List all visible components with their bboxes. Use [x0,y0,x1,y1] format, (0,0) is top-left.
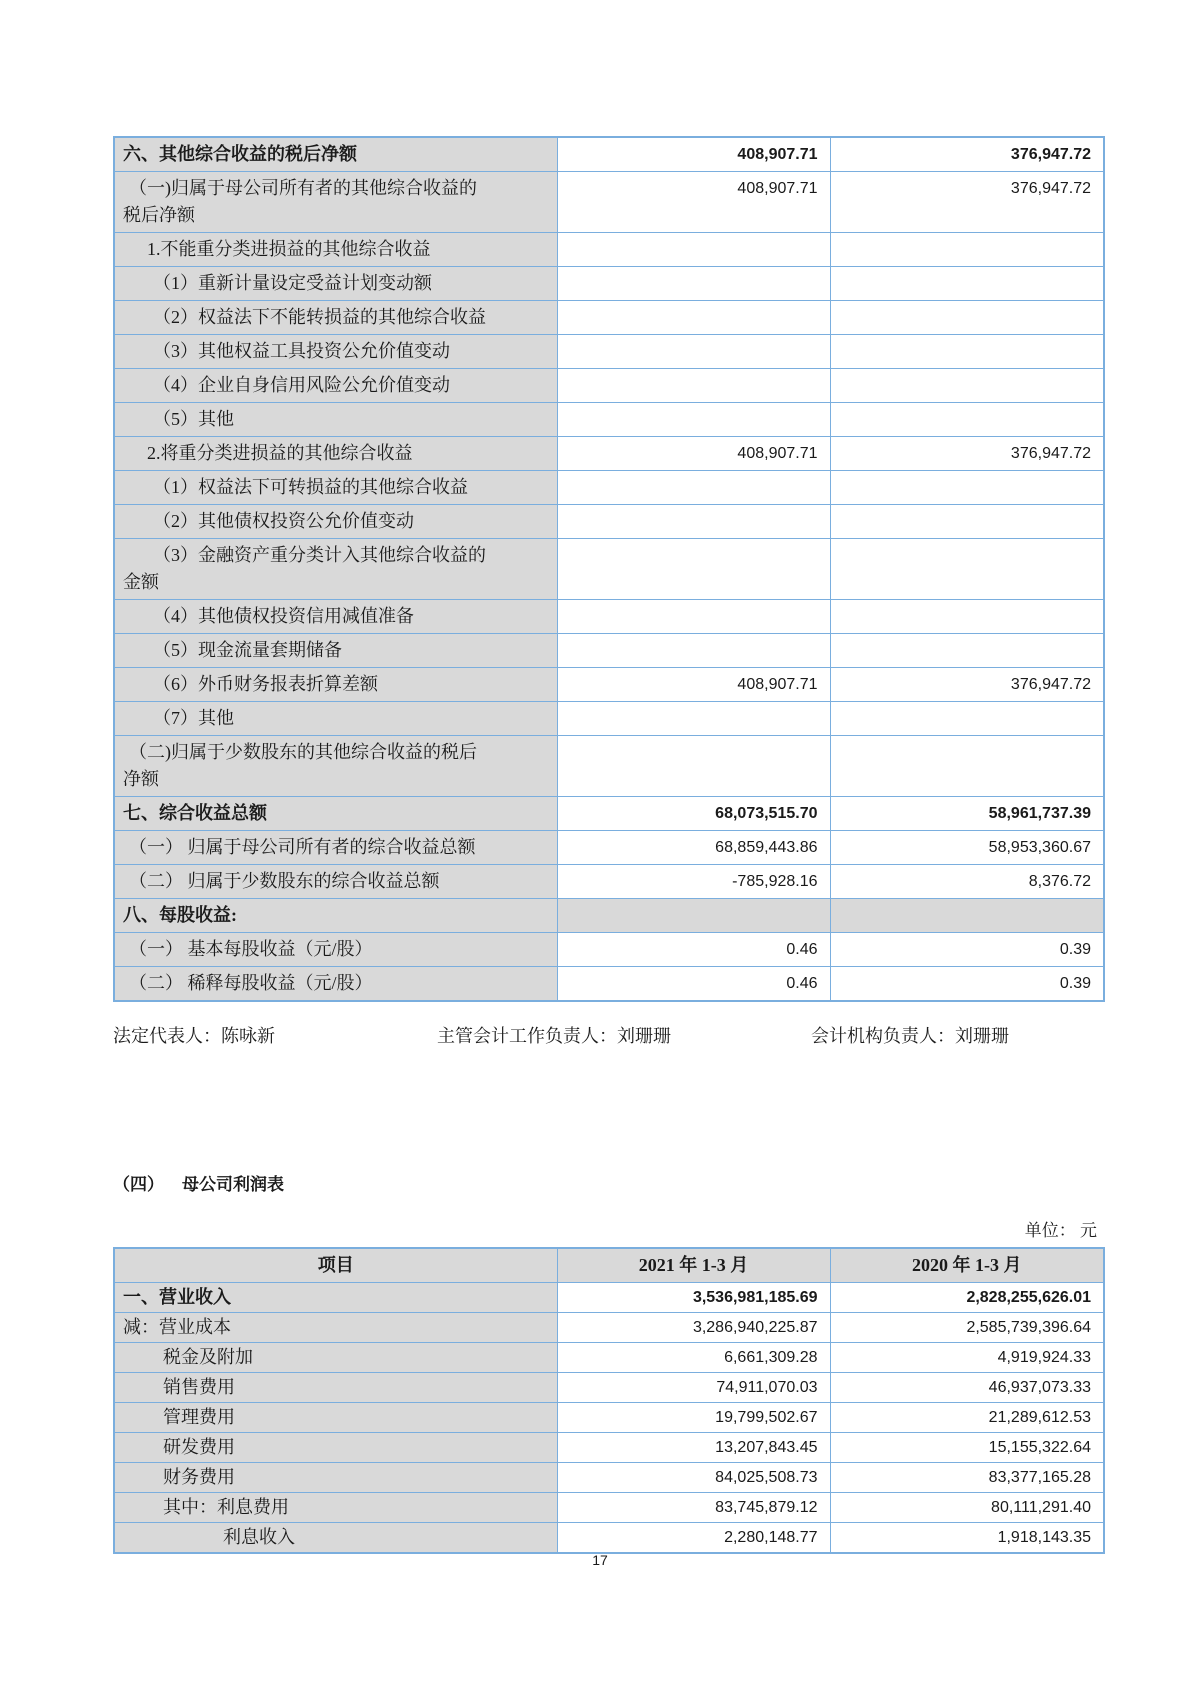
table-row [114,369,1104,403]
value-2021-cell: 408,907.71 [557,437,830,471]
row-label-cell: 一、营业收入 [114,1283,557,1313]
row-label-cell: 减：营业成本 [114,1313,557,1343]
value-2021-cell: 3,286,940,225.87 [557,1313,830,1343]
value-2020-cell: 2,828,255,626.01 [830,1283,1104,1313]
chief-accountant-text: 主管会计工作负责人：刘珊珊 [437,1026,671,1046]
row-label-cell: （6）外币财务报表折算差额 [114,668,557,702]
value-2020-cell [830,233,1104,267]
value-2020-cell: 15,155,322.64 [830,1433,1104,1463]
value-2020-cell [830,702,1104,736]
value-2021-cell: 6,661,309.28 [557,1343,830,1373]
row-label-cell: （一)归属于母公司所有者的其他综合收益的 税后净额 [114,172,557,233]
value-2021-cell [557,233,830,267]
value-2021-cell [557,267,830,301]
value-2020-cell: 0.39 [830,933,1104,967]
value-2021-cell: 408,907.71 [557,137,830,172]
row-label-cell: （二） 稀释每股收益（元/股） [114,967,557,1002]
value-2020-cell: 376,947.72 [830,137,1104,172]
table-row [114,505,1104,539]
column-header: 2020 年 1-3 月 [830,1248,1104,1283]
value-2020-cell [830,403,1104,437]
legal-representative-text: 法定代表人：陈咏新 [113,1026,275,1046]
value-2021-cell: 68,859,443.86 [557,831,830,865]
value-2021-cell: 2,280,148.77 [557,1523,830,1554]
table-row [114,702,1104,736]
value-2021-cell: 0.46 [557,967,830,1002]
value-2021-cell [557,634,830,668]
row-label-cell: （二)归属于少数股东的其他综合收益的税后 净额 [114,736,557,797]
table-row [114,1373,1104,1403]
row-label-cell: （7）其他 [114,702,557,736]
value-2021-cell [557,369,830,403]
row-label-cell: 销售费用 [114,1373,557,1403]
row-label-cell: （2）权益法下不能转损益的其他综合收益 [114,301,557,335]
value-2020-cell: 2,585,739,396.64 [830,1313,1104,1343]
table-row [114,137,1104,172]
value-2020-cell [830,505,1104,539]
accounting-head-text: 会计机构负责人：刘珊珊 [811,1026,1009,1046]
table-row [114,933,1104,967]
value-2021-cell [557,899,830,933]
unit-label: 单位： 元 [1024,1221,1097,1240]
value-2021-cell: 68,073,515.70 [557,797,830,831]
row-label-cell: （2）其他债权投资公允价值变动 [114,505,557,539]
row-label-cell: 1.不能重分类进损益的其他综合收益 [114,233,557,267]
row-label-cell: （一） 归属于母公司所有者的综合收益总额 [114,831,557,865]
value-2020-cell: 0.39 [830,967,1104,1002]
value-2021-cell: 408,907.71 [557,172,830,233]
row-label-cell: （5）其他 [114,403,557,437]
table-row [114,301,1104,335]
row-label-cell: （1）重新计量设定受益计划变动额 [114,267,557,301]
value-2021-cell: 13,207,843.45 [557,1433,830,1463]
table-row [114,1283,1104,1313]
table-row [114,403,1104,437]
section-title-text: 母公司利润表 [182,1175,284,1194]
parent-company-income-statement [113,1247,1105,1554]
table-row [114,335,1104,369]
row-label-cell: 八、每股收益: [114,899,557,933]
value-2021-cell [557,736,830,797]
table-row [114,634,1104,668]
row-label-cell: （二） 归属于少数股东的综合收益总额 [114,865,557,899]
value-2020-cell [830,369,1104,403]
column-header: 2021 年 1-3 月 [557,1248,830,1283]
value-2020-cell [830,736,1104,797]
value-2020-cell: 376,947.72 [830,437,1104,471]
value-2020-cell [830,539,1104,600]
value-2020-cell: 376,947.72 [830,172,1104,233]
row-label-cell: 2.将重分类进损益的其他综合收益 [114,437,557,471]
table-row [114,1493,1104,1523]
value-2021-cell: 3,536,981,185.69 [557,1283,830,1313]
value-2020-cell [830,301,1104,335]
section-number: （四） [113,1175,164,1194]
page-number: 17 [592,1552,608,1568]
table-row [114,831,1104,865]
table-row [114,471,1104,505]
value-2021-cell: 74,911,070.03 [557,1373,830,1403]
value-2021-cell [557,702,830,736]
row-label-cell: （3）金融资产重分类计入其他综合收益的 金额 [114,539,557,600]
parent-income-table [113,1247,1105,1554]
table-row [114,1313,1104,1343]
table-row [114,437,1104,471]
value-2020-cell: 21,289,612.53 [830,1403,1104,1433]
row-label-cell: （5）现金流量套期储备 [114,634,557,668]
value-2021-cell [557,505,830,539]
value-2020-cell [830,899,1104,933]
table-row [114,1403,1104,1433]
value-2020-cell: 58,961,737.39 [830,797,1104,831]
header-row [114,1248,1104,1283]
table-row [114,1523,1104,1554]
consolidated-income-statement-continued [113,136,1105,1002]
row-label-cell: 税金及附加 [114,1343,557,1373]
section-title [113,1170,284,1195]
table-row [114,967,1104,1002]
value-2020-cell [830,600,1104,634]
row-label-cell: 其中：利息费用 [114,1493,557,1523]
value-2020-cell: 46,937,073.33 [830,1373,1104,1403]
value-2020-cell: 80,111,291.40 [830,1493,1104,1523]
row-label-cell: （1）权益法下可转损益的其他综合收益 [114,471,557,505]
table-row [114,1343,1104,1373]
row-label-cell: 财务费用 [114,1463,557,1493]
table-row [114,600,1104,634]
value-2020-cell: 376,947.72 [830,668,1104,702]
table-row [114,233,1104,267]
value-2020-cell [830,267,1104,301]
value-2021-cell [557,539,830,600]
table-row [114,899,1104,933]
table-row [114,267,1104,301]
value-2020-cell [830,634,1104,668]
table-row [114,865,1104,899]
row-label-cell: （4）企业自身信用风险公允价值变动 [114,369,557,403]
value-2021-cell [557,301,830,335]
table-row [114,736,1104,797]
value-2020-cell: 83,377,165.28 [830,1463,1104,1493]
value-2021-cell [557,335,830,369]
value-2021-cell [557,471,830,505]
row-label-cell: 研发费用 [114,1433,557,1463]
row-label-cell: （3）其他权益工具投资公允价值变动 [114,335,557,369]
table-row [114,668,1104,702]
value-2020-cell [830,471,1104,505]
row-label-cell: 六、其他综合收益的税后净额 [114,137,557,172]
value-2020-cell: 4,919,924.33 [830,1343,1104,1373]
table-row [114,539,1104,600]
value-2020-cell [830,335,1104,369]
value-2021-cell: 408,907.71 [557,668,830,702]
row-label-cell: （一） 基本每股收益（元/股） [114,933,557,967]
table-row [114,797,1104,831]
column-header: 项目 [114,1248,557,1283]
value-2021-cell: -785,928.16 [557,865,830,899]
value-2021-cell [557,403,830,437]
value-2020-cell: 58,953,360.67 [830,831,1104,865]
value-2021-cell: 83,745,879.12 [557,1493,830,1523]
signature-line [113,1022,1103,1048]
value-2020-cell: 8,376.72 [830,865,1104,899]
value-2021-cell: 0.46 [557,933,830,967]
value-2021-cell: 84,025,508.73 [557,1463,830,1493]
value-2020-cell: 1,918,143.35 [830,1523,1104,1554]
table-row [114,172,1104,233]
income-statement-table [113,136,1105,1002]
table-row [114,1463,1104,1493]
table-row [114,1433,1104,1463]
value-2021-cell: 19,799,502.67 [557,1403,830,1433]
row-label-cell: 七、综合收益总额 [114,797,557,831]
row-label-cell: （4）其他债权投资信用减值准备 [114,600,557,634]
row-label-cell: 管理费用 [114,1403,557,1433]
value-2021-cell [557,600,830,634]
row-label-cell: 利息收入 [114,1523,557,1554]
